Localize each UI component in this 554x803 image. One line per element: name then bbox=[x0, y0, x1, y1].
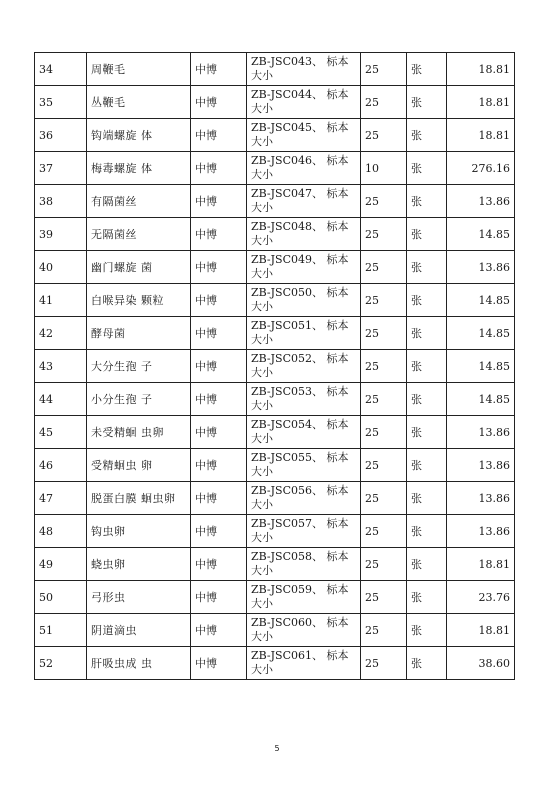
spec-model-cell: ZB-JSC059、 标本大小 bbox=[247, 581, 361, 614]
spec-model-cell: ZB-JSC056、 标本大小 bbox=[247, 482, 361, 515]
unit-price-cell: 18.81 bbox=[447, 53, 515, 86]
unit-cell: 张 bbox=[407, 53, 447, 86]
unit-cell: 张 bbox=[407, 482, 447, 515]
item-name-cell: 弓形虫 bbox=[87, 581, 191, 614]
spec-model-cell: ZB-JSC045、 标本大小 bbox=[247, 119, 361, 152]
unit-cell: 张 bbox=[407, 218, 447, 251]
quantity-cell: 25 bbox=[361, 614, 407, 647]
table-row bbox=[35, 416, 515, 449]
unit-price-cell: 13.86 bbox=[447, 482, 515, 515]
item-name-cell: 白喉异染 颗粒 bbox=[87, 284, 191, 317]
brand-cell: 中博 bbox=[191, 383, 247, 416]
quantity-cell: 25 bbox=[361, 86, 407, 119]
item-name-cell: 小分生孢 子 bbox=[87, 383, 191, 416]
quantity-cell: 25 bbox=[361, 647, 407, 680]
spec-model-cell: ZB-JSC058、 标本大小 bbox=[247, 548, 361, 581]
item-name-cell: 受精蛔虫 卵 bbox=[87, 449, 191, 482]
unit-price-cell: 13.86 bbox=[447, 515, 515, 548]
spec-model-cell: ZB-JSC054、 标本大小 bbox=[247, 416, 361, 449]
spec-model-cell: ZB-JSC053、 标本大小 bbox=[247, 383, 361, 416]
unit-cell: 张 bbox=[407, 449, 447, 482]
unit-price-cell: 276.16 bbox=[447, 152, 515, 185]
quantity-cell: 25 bbox=[361, 548, 407, 581]
spec-model-cell: ZB-JSC060、 标本大小 bbox=[247, 614, 361, 647]
brand-cell: 中博 bbox=[191, 548, 247, 581]
row-number-cell: 42 bbox=[35, 317, 87, 350]
quantity-cell: 25 bbox=[361, 416, 407, 449]
brand-cell: 中博 bbox=[191, 317, 247, 350]
item-name-cell: 蛲虫卵 bbox=[87, 548, 191, 581]
brand-cell: 中博 bbox=[191, 449, 247, 482]
item-name-cell: 有隔菌丝 bbox=[87, 185, 191, 218]
brand-cell: 中博 bbox=[191, 284, 247, 317]
brand-cell: 中博 bbox=[191, 515, 247, 548]
unit-cell: 张 bbox=[407, 284, 447, 317]
unit-cell: 张 bbox=[407, 581, 447, 614]
table-row bbox=[35, 383, 515, 416]
spec-model-cell: ZB-JSC052、 标本大小 bbox=[247, 350, 361, 383]
item-name-cell: 周鞭毛 bbox=[87, 53, 191, 86]
item-name-cell: 酵母菌 bbox=[87, 317, 191, 350]
item-name-cell: 肝吸虫成 虫 bbox=[87, 647, 191, 680]
table-row bbox=[35, 119, 515, 152]
quantity-cell: 25 bbox=[361, 581, 407, 614]
row-number-cell: 44 bbox=[35, 383, 87, 416]
brand-cell: 中博 bbox=[191, 185, 247, 218]
brand-cell: 中博 bbox=[191, 218, 247, 251]
unit-price-cell: 38.60 bbox=[447, 647, 515, 680]
row-number-cell: 40 bbox=[35, 251, 87, 284]
spec-model-cell: ZB-JSC046、 标本大小 bbox=[247, 152, 361, 185]
row-number-cell: 47 bbox=[35, 482, 87, 515]
quantity-cell: 10 bbox=[361, 152, 407, 185]
table-row bbox=[35, 581, 515, 614]
row-number-cell: 51 bbox=[35, 614, 87, 647]
table-row bbox=[35, 86, 515, 119]
unit-cell: 张 bbox=[407, 152, 447, 185]
row-number-cell: 38 bbox=[35, 185, 87, 218]
row-number-cell: 41 bbox=[35, 284, 87, 317]
spec-model-cell: ZB-JSC050、 标本大小 bbox=[247, 284, 361, 317]
quantity-cell: 25 bbox=[361, 119, 407, 152]
table-row bbox=[35, 515, 515, 548]
row-number-cell: 45 bbox=[35, 416, 87, 449]
row-number-cell: 39 bbox=[35, 218, 87, 251]
quantity-cell: 25 bbox=[361, 350, 407, 383]
unit-price-cell: 14.85 bbox=[447, 383, 515, 416]
row-number-cell: 49 bbox=[35, 548, 87, 581]
row-number-cell: 37 bbox=[35, 152, 87, 185]
brand-cell: 中博 bbox=[191, 86, 247, 119]
row-number-cell: 43 bbox=[35, 350, 87, 383]
table-body bbox=[35, 53, 515, 680]
unit-cell: 张 bbox=[407, 317, 447, 350]
brand-cell: 中博 bbox=[191, 416, 247, 449]
row-number-cell: 50 bbox=[35, 581, 87, 614]
unit-price-cell: 18.81 bbox=[447, 614, 515, 647]
unit-price-cell: 18.81 bbox=[447, 86, 515, 119]
table-row bbox=[35, 482, 515, 515]
unit-price-cell: 18.81 bbox=[447, 119, 515, 152]
row-number-cell: 35 bbox=[35, 86, 87, 119]
unit-cell: 张 bbox=[407, 416, 447, 449]
item-name-cell: 幽门螺旋 菌 bbox=[87, 251, 191, 284]
item-name-cell: 钩端螺旋 体 bbox=[87, 119, 191, 152]
item-name-cell: 钩虫卵 bbox=[87, 515, 191, 548]
item-name-cell: 脱蛋白膜 蛔虫卵 bbox=[87, 482, 191, 515]
unit-price-cell: 14.85 bbox=[447, 350, 515, 383]
unit-cell: 张 bbox=[407, 383, 447, 416]
quantity-cell: 25 bbox=[361, 383, 407, 416]
spec-model-cell: ZB-JSC043、 标本大小 bbox=[247, 53, 361, 86]
table-row bbox=[35, 53, 515, 86]
row-number-cell: 48 bbox=[35, 515, 87, 548]
unit-cell: 张 bbox=[407, 185, 447, 218]
unit-cell: 张 bbox=[407, 86, 447, 119]
spec-model-cell: ZB-JSC051、 标本大小 bbox=[247, 317, 361, 350]
brand-cell: 中博 bbox=[191, 482, 247, 515]
spec-model-cell: ZB-JSC057、 标本大小 bbox=[247, 515, 361, 548]
spec-model-cell: ZB-JSC047、 标本大小 bbox=[247, 185, 361, 218]
brand-cell: 中博 bbox=[191, 614, 247, 647]
brand-cell: 中博 bbox=[191, 119, 247, 152]
table-row bbox=[35, 251, 515, 284]
page-number: 5 bbox=[274, 744, 280, 753]
unit-price-cell: 14.85 bbox=[447, 284, 515, 317]
unit-cell: 张 bbox=[407, 251, 447, 284]
table-row bbox=[35, 548, 515, 581]
table-row bbox=[35, 350, 515, 383]
item-name-cell: 无隔菌丝 bbox=[87, 218, 191, 251]
spec-model-cell: ZB-JSC055、 标本大小 bbox=[247, 449, 361, 482]
table-row bbox=[35, 614, 515, 647]
item-name-cell: 大分生孢 子 bbox=[87, 350, 191, 383]
row-number-cell: 36 bbox=[35, 119, 87, 152]
quantity-cell: 25 bbox=[361, 515, 407, 548]
unit-cell: 张 bbox=[407, 350, 447, 383]
unit-price-cell: 14.85 bbox=[447, 218, 515, 251]
quantity-cell: 25 bbox=[361, 251, 407, 284]
unit-cell: 张 bbox=[407, 614, 447, 647]
table-row bbox=[35, 449, 515, 482]
quantity-cell: 25 bbox=[361, 218, 407, 251]
table-row bbox=[35, 284, 515, 317]
brand-cell: 中博 bbox=[191, 581, 247, 614]
quantity-cell: 25 bbox=[361, 482, 407, 515]
unit-price-cell: 13.86 bbox=[447, 251, 515, 284]
item-name-cell: 丛鞭毛 bbox=[87, 86, 191, 119]
unit-cell: 张 bbox=[407, 548, 447, 581]
unit-price-cell: 13.86 bbox=[447, 449, 515, 482]
quantity-cell: 25 bbox=[361, 284, 407, 317]
brand-cell: 中博 bbox=[191, 152, 247, 185]
row-number-cell: 52 bbox=[35, 647, 87, 680]
unit-price-cell: 14.85 bbox=[447, 317, 515, 350]
unit-price-cell: 23.76 bbox=[447, 581, 515, 614]
table-row bbox=[35, 647, 515, 680]
item-name-cell: 未受精蛔 虫卵 bbox=[87, 416, 191, 449]
quantity-cell: 25 bbox=[361, 449, 407, 482]
quantity-cell: 25 bbox=[361, 53, 407, 86]
quantity-cell: 25 bbox=[361, 185, 407, 218]
unit-price-cell: 18.81 bbox=[447, 548, 515, 581]
spec-model-cell: ZB-JSC049、 标本大小 bbox=[247, 251, 361, 284]
unit-cell: 张 bbox=[407, 515, 447, 548]
unit-price-cell: 13.86 bbox=[447, 185, 515, 218]
spec-model-cell: ZB-JSC044、 标本大小 bbox=[247, 86, 361, 119]
row-number-cell: 46 bbox=[35, 449, 87, 482]
brand-cell: 中博 bbox=[191, 251, 247, 284]
unit-price-cell: 13.86 bbox=[447, 416, 515, 449]
table-row bbox=[35, 152, 515, 185]
table-row bbox=[35, 185, 515, 218]
item-name-cell: 阴道滴虫 bbox=[87, 614, 191, 647]
unit-cell: 张 bbox=[407, 647, 447, 680]
price-table bbox=[34, 52, 515, 680]
item-name-cell: 梅毒螺旋 体 bbox=[87, 152, 191, 185]
spec-model-cell: ZB-JSC061、 标本大小 bbox=[247, 647, 361, 680]
brand-cell: 中博 bbox=[191, 53, 247, 86]
spec-model-cell: ZB-JSC048、 标本大小 bbox=[247, 218, 361, 251]
row-number-cell: 34 bbox=[35, 53, 87, 86]
table-row bbox=[35, 317, 515, 350]
unit-cell: 张 bbox=[407, 119, 447, 152]
brand-cell: 中博 bbox=[191, 647, 247, 680]
quantity-cell: 25 bbox=[361, 317, 407, 350]
brand-cell: 中博 bbox=[191, 350, 247, 383]
table-row bbox=[35, 218, 515, 251]
